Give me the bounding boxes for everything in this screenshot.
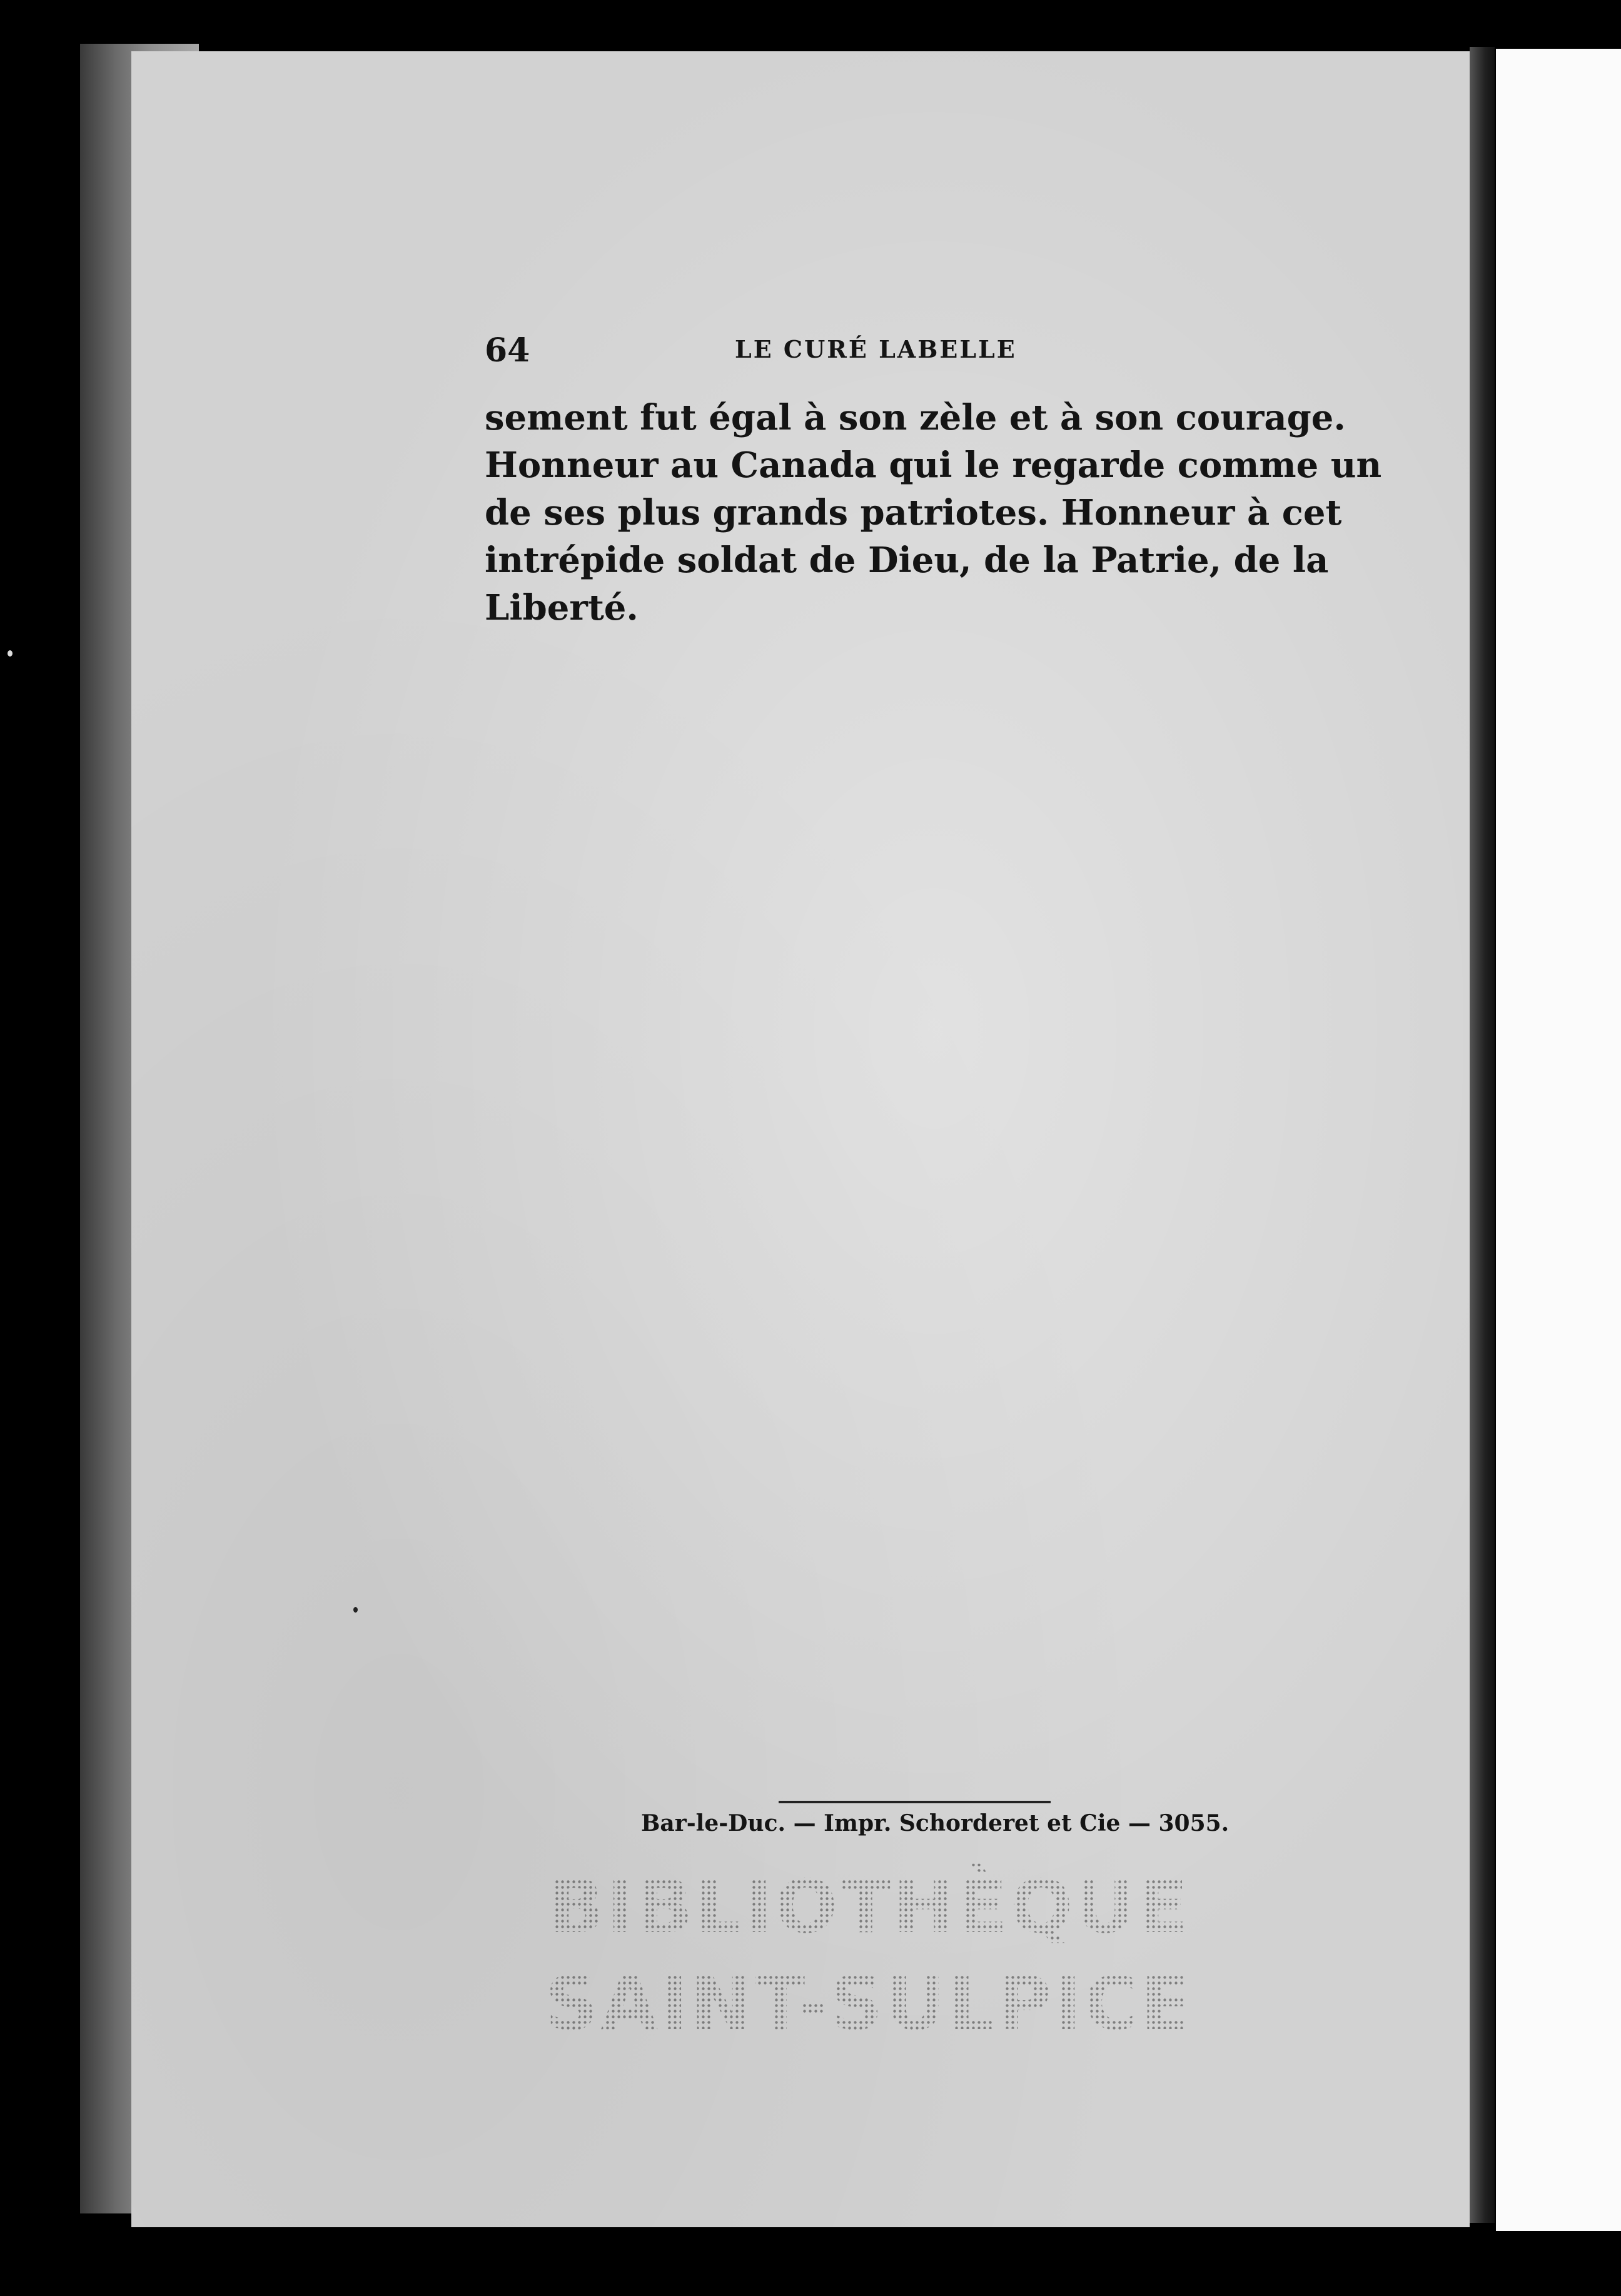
page-gutter-shadow (1470, 47, 1495, 2223)
ink-speck (8, 650, 13, 657)
body-line: sement fut égal à son zèle et à son courage. (485, 397, 1346, 438)
stamp-line-2: SAINT-SULPICE (545, 1960, 1194, 2047)
body-line: Liberté. (485, 587, 639, 628)
body-line: Honneur au Canada qui le regarde comme un (485, 445, 1382, 486)
stamp-line-1: BIBLIOTHÈQUE (548, 1863, 1191, 1950)
perforated-library-stamp (545, 1851, 1194, 2051)
page-number: 64 (485, 331, 530, 370)
facing-page (1496, 49, 1621, 2231)
ink-speck (353, 1607, 358, 1613)
page-header (485, 331, 1291, 375)
printer-imprint: Bar-le-Duc. — Impr. Schorderet et Cie — 3055. (641, 1810, 1230, 1836)
body-paragraph (485, 394, 1382, 632)
imprint-rule (779, 1801, 1051, 1803)
body-line: de ses plus grands patriotes. Honneur à cet (485, 492, 1342, 533)
body-line: intrépide soldat de Dieu, de la Patrie, de la (485, 540, 1329, 581)
running-head: LE CURÉ LABELLE (735, 335, 1017, 363)
